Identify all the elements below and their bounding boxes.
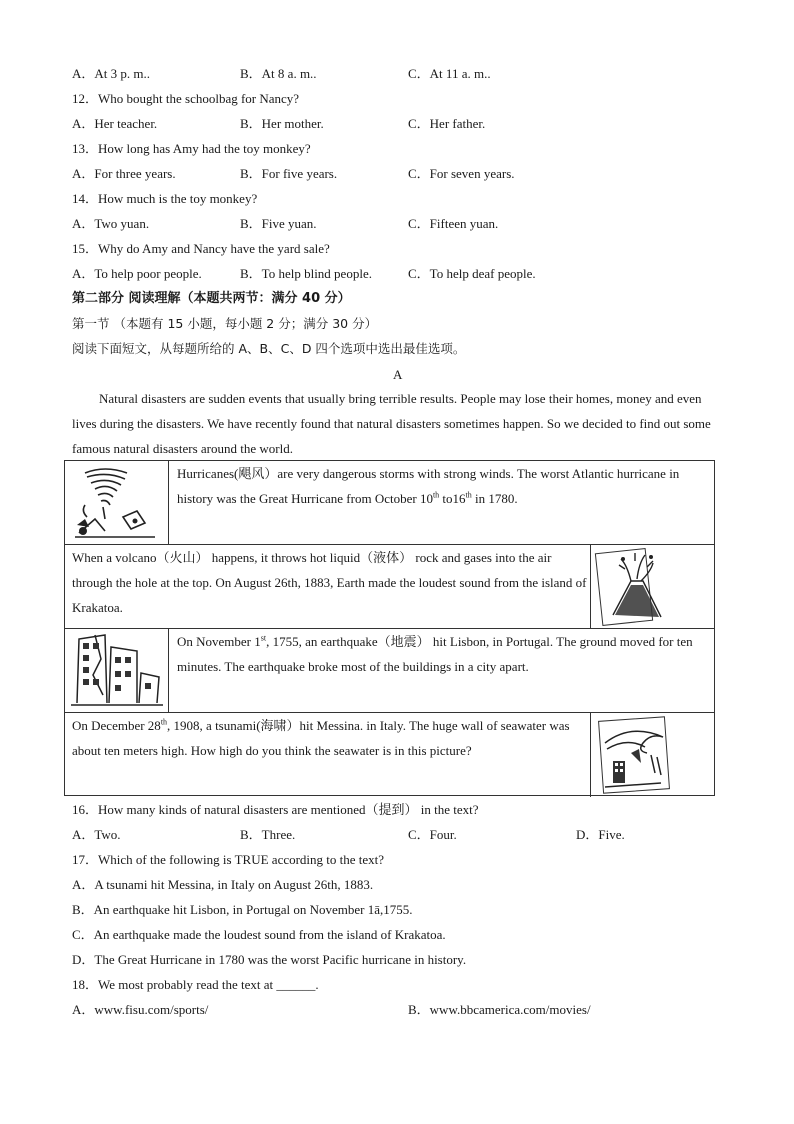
q15-stem: 15．Why do Amy and Nancy have the yard sale?: [72, 241, 330, 256]
passage-intro: Natural disasters are sudden events that usually bring terrible results. People may lose their homes, money and even lives during the disasters. We have recently found that natural disasters sometimes happen. So we decided to find out some famous natural disasters around the world.: [72, 391, 711, 456]
q14-option-b: B．Five yuan.: [240, 216, 317, 231]
q17-option-b: B．An earthquake hit Lisbon, in Portugal on November 1ā,1755.: [72, 902, 413, 917]
q14-option-a: A．Two yuan.: [72, 216, 150, 231]
tsunami-picture: [590, 713, 714, 797]
q18-stem: 18．We most probably read the text at ______.: [72, 977, 319, 992]
disaster-table: [64, 460, 715, 796]
q17-option-a: A．A tsunami hit Messina, in Italy on August 26th, 1883.: [72, 877, 374, 892]
tornado-icon: [65, 461, 168, 544]
q12-option-a: A．Her teacher.: [72, 116, 158, 131]
q14-stem: 14．How much is the toy monkey?: [72, 191, 258, 206]
volcano-picture: [590, 545, 714, 628]
part2-title: 第二部分 阅读理解（本题共两节：满分 40 分）: [72, 291, 351, 306]
q16-stem: 16．How many kinds of natural disasters are mentioned（提到） in the text?: [72, 802, 479, 817]
q12-stem: 12．Who bought the schoolbag for Nancy?: [72, 91, 300, 106]
reading-instruction: 阅读下面短文，从每题所给的 A、B、C、D 四个选项中选出最佳选项。: [72, 341, 466, 356]
q11-option-c: C．At 11 a. m..: [408, 66, 491, 81]
passage-label: A: [393, 367, 403, 382]
q16-option-b: B．Three.: [240, 827, 296, 842]
q11-option-b: B．At 8 a. m..: [240, 66, 317, 81]
q15-option-b: B．To help blind people.: [240, 266, 372, 281]
volcano-icon: [591, 545, 714, 628]
q11-option-a: A．At 3 p. m..: [72, 66, 151, 81]
q12-option-b: B．Her mother.: [240, 116, 324, 131]
earthquake-picture: [65, 629, 169, 712]
table-row-hurricane: [65, 461, 714, 545]
collapsed-building-icon: [65, 629, 168, 712]
table-row-tsunami: [65, 713, 714, 797]
q16-option-d: D．Five.: [576, 827, 625, 842]
q13-option-b: B．For five years.: [240, 166, 338, 181]
table-row-earthquake: [65, 629, 714, 713]
section1-heading: 第一节 （本题有 15 小题，每小题 2 分；满分 30 分）: [72, 316, 378, 331]
tsunami-wave-icon: [591, 713, 714, 796]
q15-option-c: C．To help deaf people.: [408, 266, 536, 281]
q17-stem: 17．Which of the following is TRUE according to the text?: [72, 852, 385, 867]
earthquake-text: On November 1st, 1755, an earthquake（地震） hit Lisbon, in Portugal. The ground moved for ten minutes. The earthquake broke most of the buildings in a city apart.: [177, 633, 693, 674]
q13-option-a: A．For three years.: [72, 166, 176, 181]
q17-option-d: D．The Great Hurricane in 1780 was the worst Pacific hurricane in history.: [72, 952, 467, 967]
q16-option-a: A．Two.: [72, 827, 121, 842]
q12-option-c: C．Her father.: [408, 116, 486, 131]
hurricane-text: Hurricanes(飓风）are very dangerous storms with strong winds. The worst Atlantic hurricane in history was the Great Hurricane from October 10th to16th in 1780.: [177, 466, 680, 506]
q18-option-a: A．www.fisu.com/sports/: [72, 1002, 209, 1017]
tsunami-text: On December 28th, 1908, a tsunami(海啸）hit Messina. in Italy. The huge wall of seawater was about ten meters high. How high do you think the seawater is in this picture?: [72, 717, 570, 758]
q17-option-c: C．An earthquake made the loudest sound from the island of Krakatoa.: [72, 927, 446, 942]
q16-option-c: C．Four.: [408, 827, 457, 842]
q13-option-c: C．For seven years.: [408, 166, 515, 181]
q18-option-b: B．www.bbcamerica.com/movies/: [408, 1002, 591, 1017]
q14-option-c: C．Fifteen yuan.: [408, 216, 499, 231]
q13-stem: 13．How long has Amy had the toy monkey?: [72, 141, 311, 156]
table-row-volcano: [65, 545, 714, 629]
q15-option-a: A．To help poor people.: [72, 266, 202, 281]
hurricane-picture: [65, 461, 169, 544]
volcano-text: When a volcano（火山） happens, it throws hot liquid（液体） rock and gases into the air through the hole at the top. On August 26th, 1883, Earth made the loudest sound from the island of Krakatoa.: [72, 550, 587, 615]
